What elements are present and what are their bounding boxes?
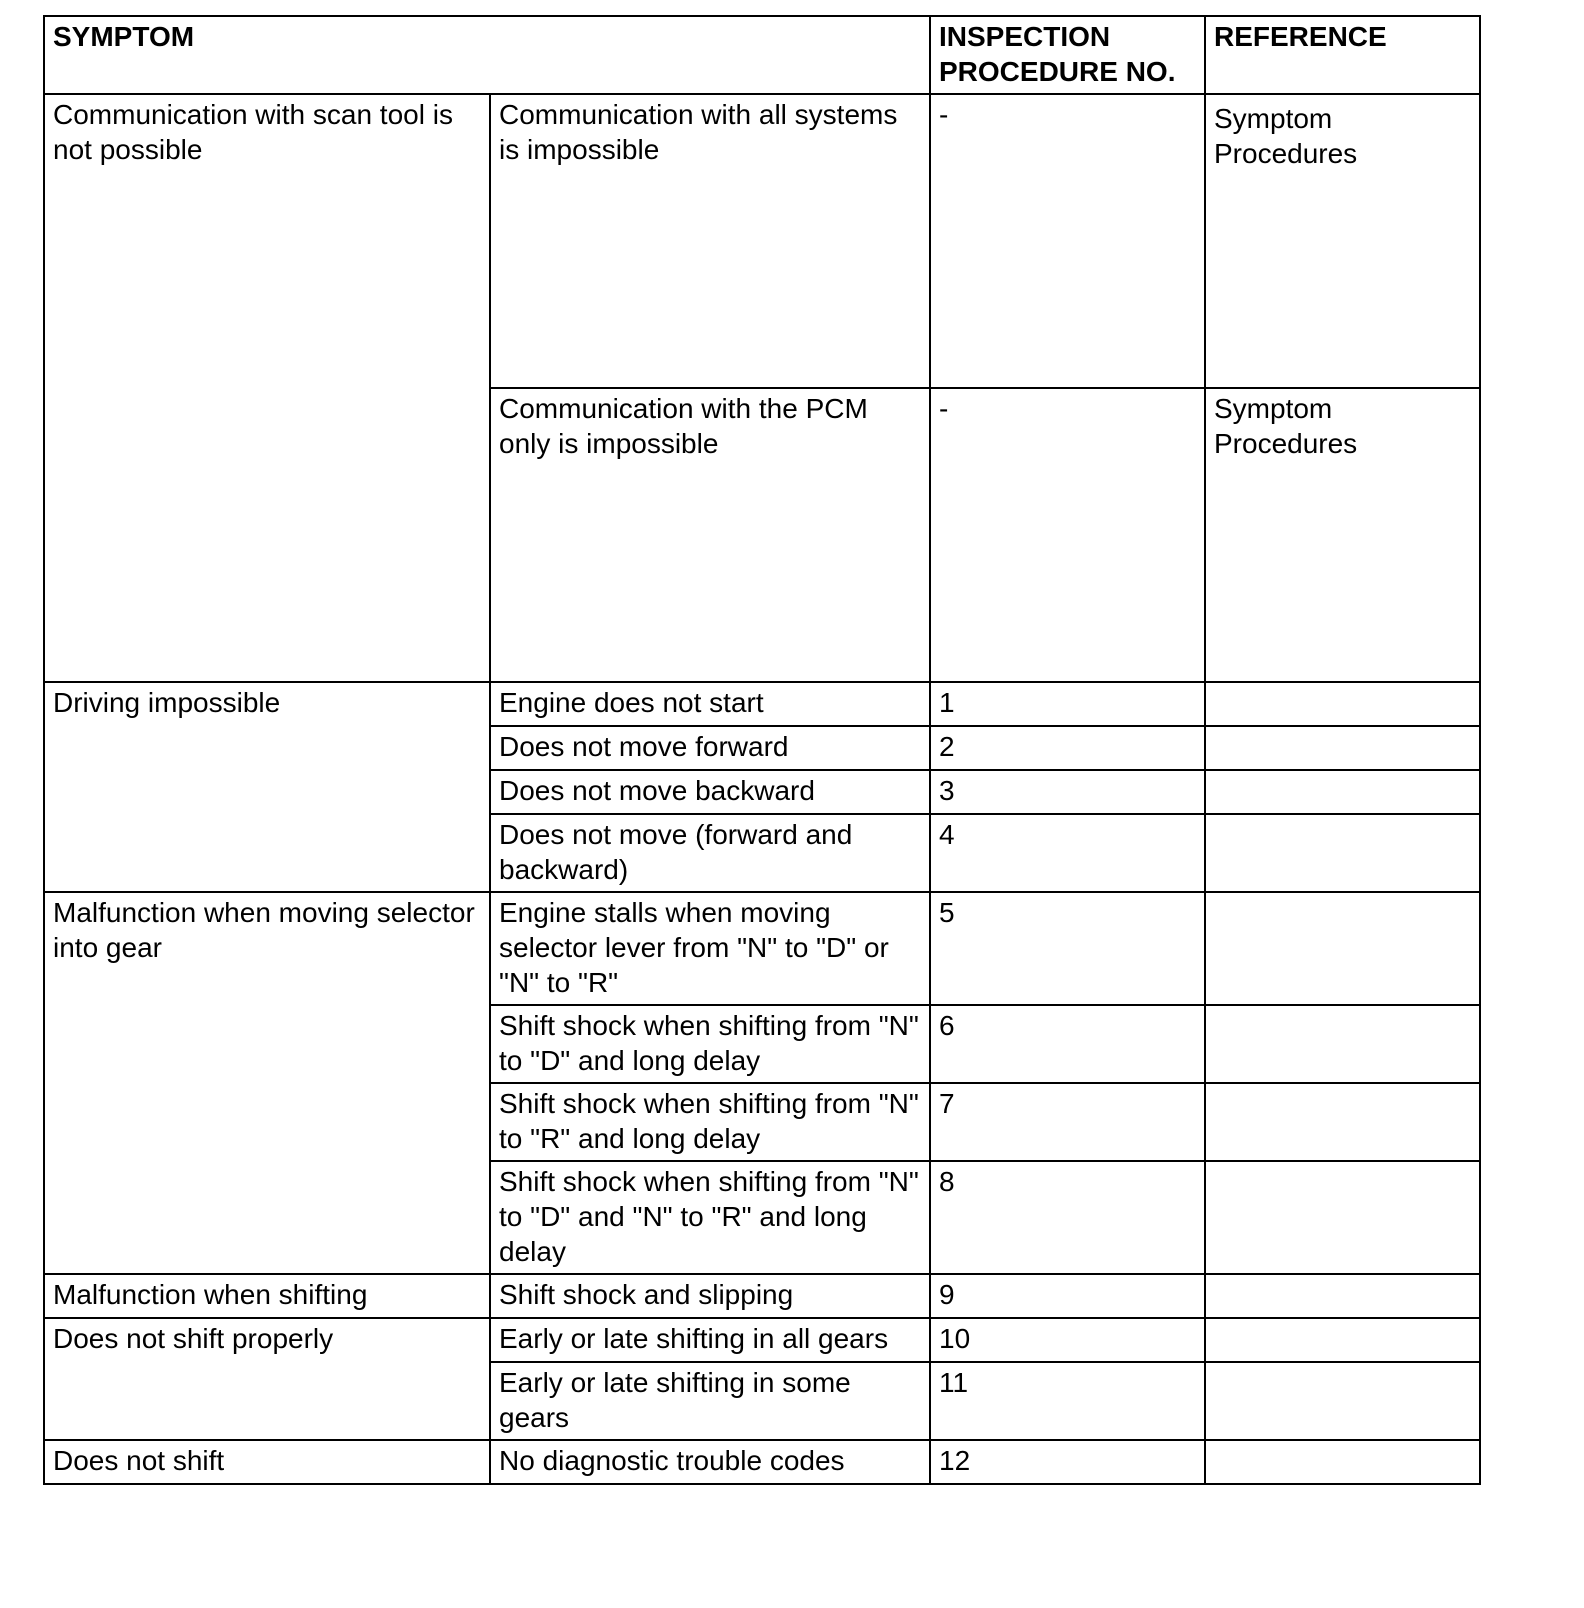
detail-cell: No diagnostic trouble codes: [490, 1440, 930, 1484]
reference-cell: [1205, 1318, 1480, 1362]
symptom-cell: Does not shift properly: [44, 1318, 490, 1440]
procedure-cell: 10: [930, 1318, 1205, 1362]
detail-cell: Shift shock when shifting from "N" to "R" and long delay: [490, 1083, 930, 1161]
reference-cell: [1205, 770, 1480, 814]
reference-cell: Symptom Procedures: [1205, 388, 1480, 682]
procedure-cell: 8: [930, 1161, 1205, 1274]
symptom-cell: Driving impossible: [44, 682, 490, 892]
procedure-cell: 6: [930, 1005, 1205, 1083]
reference-cell: [1205, 682, 1480, 726]
reference-cell: [1205, 1161, 1480, 1274]
reference-cell: [1205, 1440, 1480, 1484]
header-reference: REFERENCE: [1205, 16, 1480, 94]
table-row: [44, 1440, 1480, 1484]
reference-cell: [1205, 726, 1480, 770]
detail-cell: Does not move forward: [490, 726, 930, 770]
reference-cell: [1205, 1274, 1480, 1318]
reference-cell: Symptom Procedures: [1205, 94, 1480, 388]
table-row: [44, 94, 1480, 388]
detail-cell: Engine stalls when moving selector lever from "N" to "D" or "N" to "R": [490, 892, 930, 1005]
detail-cell: Shift shock when shifting from "N" to "D" and long delay: [490, 1005, 930, 1083]
procedure-cell: -: [930, 94, 1205, 388]
detail-cell: Communication with all systems is impossible: [490, 94, 930, 388]
table-header-row: [44, 16, 1480, 94]
procedure-cell: -: [930, 388, 1205, 682]
reference-cell: [1205, 814, 1480, 892]
table-row: [44, 892, 1480, 1005]
detail-cell: Does not move (forward and backward): [490, 814, 930, 892]
procedure-cell: 1: [930, 682, 1205, 726]
detail-cell: Early or late shifting in some gears: [490, 1362, 930, 1440]
reference-cell: [1205, 1362, 1480, 1440]
symptom-table: [43, 15, 1481, 1485]
reference-cell: [1205, 1005, 1480, 1083]
procedure-cell: 9: [930, 1274, 1205, 1318]
table-row: [44, 682, 1480, 726]
header-symptom: SYMPTOM: [44, 16, 930, 94]
procedure-cell: 7: [930, 1083, 1205, 1161]
reference-cell: [1205, 892, 1480, 1005]
detail-cell: Shift shock and slipping: [490, 1274, 930, 1318]
detail-cell: Shift shock when shifting from "N" to "D" and "N" to "R" and long delay: [490, 1161, 930, 1274]
symptom-cell: Malfunction when moving selector into gear: [44, 892, 490, 1274]
procedure-cell: 11: [930, 1362, 1205, 1440]
header-inspection-procedure: INSPECTION PROCEDURE NO.: [930, 16, 1205, 94]
detail-cell: Engine does not start: [490, 682, 930, 726]
procedure-cell: 4: [930, 814, 1205, 892]
detail-cell: Communication with the PCM only is impossible: [490, 388, 930, 682]
procedure-cell: 2: [930, 726, 1205, 770]
symptom-cell: Does not shift: [44, 1440, 490, 1484]
detail-cell: Early or late shifting in all gears: [490, 1318, 930, 1362]
symptom-cell: Malfunction when shifting: [44, 1274, 490, 1318]
table-row: [44, 1318, 1480, 1362]
procedure-cell: 3: [930, 770, 1205, 814]
reference-cell: [1205, 1083, 1480, 1161]
detail-cell: Does not move backward: [490, 770, 930, 814]
procedure-cell: 5: [930, 892, 1205, 1005]
procedure-cell: 12: [930, 1440, 1205, 1484]
symptom-cell: Communication with scan tool is not possible: [44, 94, 490, 682]
table-row: [44, 1274, 1480, 1318]
